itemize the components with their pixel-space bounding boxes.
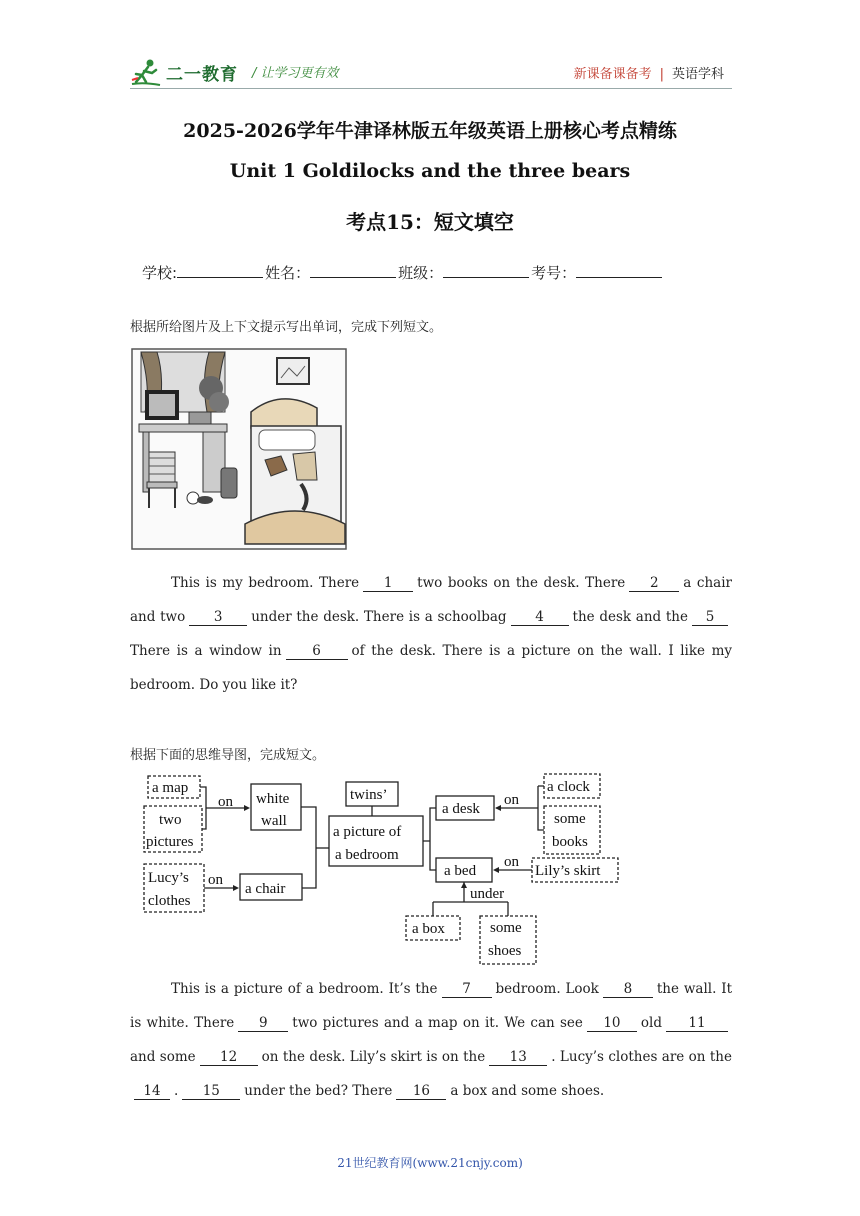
- passage-text: There is a window in: [130, 643, 282, 659]
- mm-center-1: a picture of: [333, 824, 402, 840]
- section2-instruction: 根据下面的思维导图，完成短文。: [130, 748, 326, 763]
- blank-14[interactable]: 14: [134, 1084, 170, 1100]
- logo-text: 二一教育: [166, 65, 238, 85]
- topic-title: 考点15：短文填空: [346, 210, 514, 234]
- bedroom-illustration: [131, 348, 347, 550]
- passage-text: . Lucy’s clothes are on the: [551, 1049, 732, 1065]
- blank-12[interactable]: 12: [200, 1050, 258, 1066]
- mm-on-left-bottom: on: [208, 872, 223, 888]
- header-subject-label: 英语学科: [671, 67, 724, 82]
- mm-lucys-clothes-1: Lucy’s: [148, 870, 189, 886]
- passage-text: bedroom. Look: [495, 981, 599, 997]
- blank-16[interactable]: 16: [396, 1084, 446, 1100]
- name-field[interactable]: [310, 263, 396, 278]
- mm-two-pictures-2: pictures: [146, 834, 194, 850]
- blank-1[interactable]: 1: [363, 576, 413, 592]
- header-course-label: 新课备课备考: [573, 67, 652, 82]
- passage-text: and some: [130, 1049, 196, 1065]
- passage-text: two pictures and a map on it. We can see: [292, 1015, 583, 1031]
- blank-2[interactable]: 2: [629, 576, 679, 592]
- mind-map: [140, 772, 640, 968]
- blank-11[interactable]: 11: [666, 1016, 728, 1032]
- blank-5[interactable]: 5: [692, 610, 728, 626]
- class-field[interactable]: [443, 263, 529, 278]
- mm-twins: twins’: [350, 787, 388, 803]
- document-title: 2025-2026学年牛津译林版五年级英语上册核心考点精练: [183, 120, 677, 142]
- school-field[interactable]: [177, 263, 263, 278]
- passage-text: of the desk. There is a picture on the wall. I like my bedroom. Do you like it?: [130, 643, 732, 693]
- mm-some-books-1: some: [554, 811, 586, 827]
- header-right: [574, 63, 724, 82]
- blank-8[interactable]: 8: [603, 982, 653, 998]
- mm-a-map: a map: [152, 780, 189, 796]
- passage-text: a chair and two: [130, 575, 732, 625]
- mm-a-box: a box: [412, 921, 445, 937]
- mm-a-desk: a desk: [442, 801, 480, 817]
- blank-7[interactable]: 7: [442, 982, 492, 998]
- passage-text: .: [174, 1083, 179, 1099]
- blank-13[interactable]: 13: [489, 1050, 547, 1066]
- mm-some-books-2: books: [552, 834, 588, 850]
- passage-text: under the bed? There: [244, 1083, 393, 1099]
- mm-lilys-skirt: Lily’s skirt: [535, 863, 601, 879]
- page-header: [130, 58, 730, 90]
- passage-text: the wall. It is white. There: [130, 981, 732, 1031]
- student-info-row: [142, 262, 664, 283]
- passage-text: This is my bedroom. There: [171, 575, 360, 591]
- section1-passage: [130, 566, 732, 702]
- class-label: 班级：: [398, 264, 444, 282]
- school-label: 学校:: [142, 264, 178, 282]
- passage-text: old: [640, 1015, 662, 1031]
- passage-text: on the desk. Lily’s skirt is on the: [261, 1049, 486, 1065]
- mm-a-clock: a clock: [547, 779, 590, 795]
- blank-3[interactable]: 3: [189, 610, 247, 626]
- mm-some-shoes-1: some: [490, 920, 522, 936]
- mm-a-chair: a chair: [245, 881, 286, 897]
- passage-text: This is a picture of a bedroom. It’s the: [171, 981, 438, 997]
- blank-10[interactable]: 10: [587, 1016, 637, 1032]
- section2-passage: [130, 972, 732, 1108]
- passage-text: a box and some shoes.: [450, 1083, 605, 1099]
- mm-white-wall-1: white: [256, 791, 290, 807]
- blank-6[interactable]: 6: [286, 644, 348, 660]
- mm-lucys-clothes-2: clothes: [148, 893, 191, 909]
- unit-title: Unit 1 Goldilocks and the three bears: [229, 160, 631, 182]
- number-label: 考号：: [531, 264, 577, 282]
- slogan: / 让学习更有效: [252, 66, 339, 81]
- section1-instruction: 根据所给图片及上下文提示写出单词，完成下列短文。: [130, 320, 443, 335]
- mm-two-pictures-1: two: [159, 812, 182, 828]
- mm-white-wall-2: wall: [261, 813, 287, 829]
- header-rule: [130, 88, 732, 89]
- page-footer[interactable]: 21世纪教育网(www.21cnjy.com): [337, 1156, 523, 1170]
- blank-4[interactable]: 4: [511, 610, 569, 626]
- header-separator: |: [659, 67, 664, 82]
- mm-under: under: [470, 886, 505, 902]
- blank-9[interactable]: 9: [238, 1016, 288, 1032]
- number-field[interactable]: [576, 263, 662, 278]
- mm-a-bed: a bed: [444, 863, 477, 879]
- passage-text: under the desk. There is a schoolbag: [251, 609, 507, 625]
- mm-center-2: a bedroom: [335, 847, 399, 863]
- passage-text: the desk and the: [572, 609, 688, 625]
- mm-on-right-bottom: on: [504, 854, 519, 870]
- name-label: 姓名：: [265, 264, 311, 282]
- passage-text: two books on the desk. There: [417, 575, 626, 591]
- mm-on-left-top: on: [218, 794, 233, 810]
- blank-15[interactable]: 15: [182, 1084, 240, 1100]
- mm-on-right-top: on: [504, 792, 519, 808]
- mm-some-shoes-2: shoes: [488, 943, 522, 959]
